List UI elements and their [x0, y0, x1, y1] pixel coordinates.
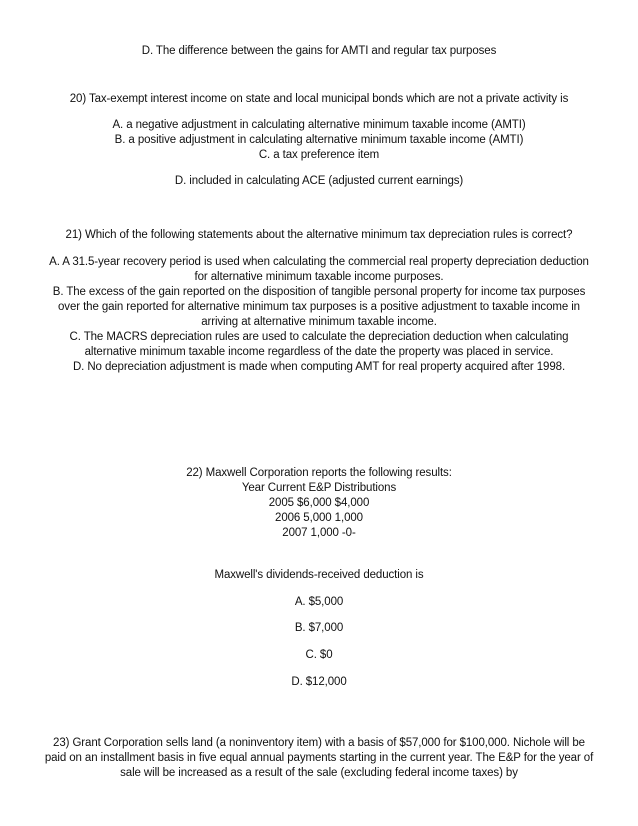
q22-table-row: 2005 $6,000 $4,000: [268, 497, 370, 509]
q22-prompt: Maxwell's dividends-received deduction is: [214, 569, 424, 581]
q21-option-c-line-1: C. The MACRS depreciation rules are used to calculate the depreciation deduction when calculating: [69, 331, 569, 343]
q22-option-c: C. $0: [305, 649, 333, 661]
q23-question-line-2: paid on an installment basis in five equal annual payments starting in the current year. The E&P for the year of: [44, 752, 594, 764]
q22-table-row: 2006 5,000 1,000: [275, 512, 363, 524]
q21-option-c-line-2: alternative minimum taxable income regardless of the date the property was placed in service.: [84, 346, 554, 358]
q21-option-b-line-3: arriving at alternative minimum taxable income.: [201, 316, 437, 328]
q19-option-d: D. The difference between the gains for AMTI and regular tax purposes: [141, 45, 497, 57]
q22-table-header: Year Current E&P Distributions: [241, 482, 397, 494]
q23-question-line-1: 23) Grant Corporation sells land (a noninventory item) with a basis of $57,000 for $100,000. Nichole will be: [53, 737, 585, 749]
q20-question: 20) Tax-exempt interest income on state and local municipal bonds which are not a private activity is: [69, 93, 569, 105]
q23-question-line-3: sale will be increased as a result of the sale (excluding federal income taxes) by: [120, 767, 518, 779]
q22-option-b: B. $7,000: [294, 622, 344, 634]
q21-option-d: D. No depreciation adjustment is made when computing AMT for real property acquired after 1998.: [72, 361, 566, 373]
q20-option-c: C. a tax preference item: [258, 149, 380, 161]
q22-question: 22) Maxwell Corporation reports the following results:: [186, 467, 452, 479]
q20-option-d: D. included in calculating ACE (adjusted current earnings): [174, 175, 464, 187]
q20-option-b: B. a positive adjustment in calculating alternative minimum taxable income (AMTI): [114, 134, 524, 146]
q20-option-a: A. a negative adjustment in calculating alternative minimum taxable income (AMTI): [112, 119, 526, 131]
q22-option-a: A. $5,000: [294, 596, 344, 608]
q22-option-d: D. $12,000: [291, 676, 347, 688]
q21-option-a-line-1: A. A 31.5-year recovery period is used when calculating the commercial real property depreciation deduction: [49, 256, 589, 268]
q21-option-b-line-2: over the gain reported for alternative minimum tax purposes is a positive adjustment to taxable income in: [58, 301, 580, 313]
q21-question: 21) Which of the following statements about the alternative minimum tax depreciation rules is correct?: [65, 229, 573, 241]
q21-option-b-line-1: B. The excess of the gain reported on the disposition of tangible personal property for income tax purposes: [52, 286, 586, 298]
q22-table-row: 2007 1,000 -0-: [282, 527, 356, 539]
q21-option-a-line-2: for alternative minimum taxable income purposes.: [194, 271, 444, 283]
